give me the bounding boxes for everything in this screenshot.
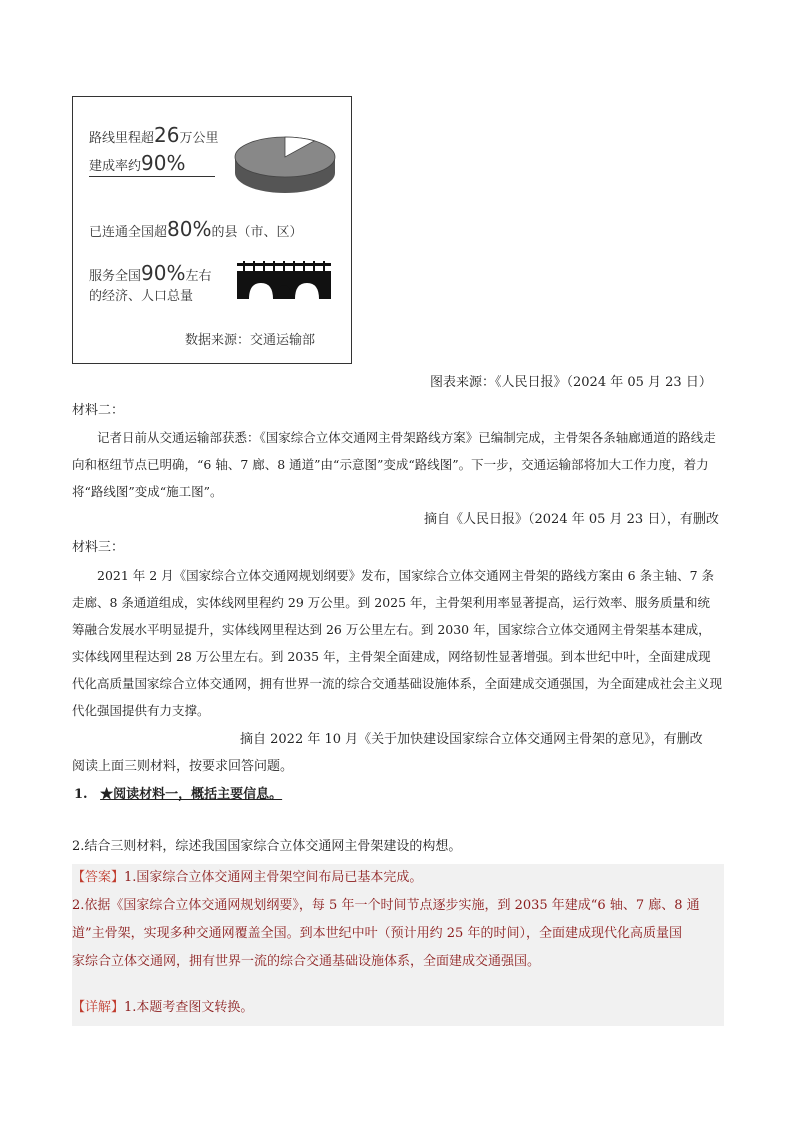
- detail-tag: 【详解】: [72, 1000, 125, 1015]
- route-mileage-text: 路线里程超26万公里: [89, 123, 219, 147]
- infographic-box: [72, 96, 352, 364]
- question-1-text: ★阅读材料一，概括主要信息。: [100, 787, 283, 802]
- answer-line-2: 2.依据《国家综合立体交通网规划纲要》，每 5 年一个时间节点逐步实施，到 2035 年建成“6 轴、7 廊、8 通: [72, 898, 700, 913]
- material2-source: 摘自《人民日报》（2024 年 05 月 23 日），有删改: [424, 512, 719, 527]
- material2-heading: 材料二：: [72, 403, 125, 418]
- question-2: 2.结合三则材料，综述我国国家综合立体交通网主骨架建设的构想。: [72, 839, 462, 854]
- chart-source: 图表来源：《人民日报》（2024 年 05 月 23 日）: [430, 375, 712, 390]
- data-source: 数据来源：交通运输部: [185, 333, 316, 348]
- answer-box: [72, 864, 724, 1026]
- county-coverage-text: 已连通全国超80%的县（市、区）: [89, 217, 303, 241]
- completion-pie-icon: [231, 127, 339, 197]
- question-1-number: 1.: [74, 787, 88, 802]
- answer-line-4: 家综合立体交通网，拥有世界一流的综合交通基础设施体系，全面建成交通强国。: [72, 954, 541, 969]
- economy-coverage-text-2: 的经济、人口总量: [89, 289, 194, 304]
- divider-line: [89, 176, 215, 177]
- material3-body: 2021 年 2 月《国家综合立体交通网规划纲要》发布，国家综合立体交通网主骨架的路线方案由 6 条主轴、7 条走廊、8 条通道组成，实体线网里程约 29 万公里。到 2025 年，主骨架利用率显著提高，运行效率、服务质量和统筹融合发展水平明显提升，实体线网里程达到 26 万公里左右。到 2030 年，国家综合立体交通网主骨架基本建成，实体线网里程达到 28 万公里左右。到 2035 年，主骨架全面建成，网络韧性显著增强。到本世纪中叶，全面建成现代化高质量国家综合立体交通网，拥有世界一流的综合交通基础设施体系，全面建成交通强国，为全面建成社会主义现代化强国提供有力支撑。: [72, 568, 723, 718]
- question-1: [74, 782, 282, 808]
- answer-tag: 【答案】: [72, 870, 125, 885]
- bridge-icon: [237, 257, 331, 299]
- completion-rate-text: 建成率约90%: [89, 151, 186, 175]
- material3-source: 摘自 2022 年 10 月《关于加快建设国家综合立体交通网主骨架的意见》，有删改: [240, 732, 703, 747]
- material2-body: 记者日前从交通运输部获悉：《国家综合立体交通网主骨架路线方案》已编制完成，主骨架各条轴廊通道的路线走向和枢纽节点已明确，“6 轴、7 廊、8 通道”由“示意图”变成“路线图”。下一步，交通运输部将加大工作力度，着力将“路线图”变成“施工图”。: [72, 430, 716, 499]
- answer-line-1: 【答案】1.国家综合立体交通网主骨架空间布局已基本完成。: [72, 870, 423, 885]
- detail-line: 【详解】1.本题考查图文转换。: [72, 1000, 254, 1015]
- answer-line-3: 道”主骨架，实现多种交通网覆盖全国。到本世纪中叶（预计用约 25 年的时间），全面建成现代化高质量国: [72, 926, 682, 941]
- instruction: 阅读上面三则材料，按要求回答问题。: [72, 759, 294, 774]
- material3-heading: 材料三：: [72, 540, 125, 555]
- economy-coverage-text: 服务全国90%左右: [89, 261, 212, 285]
